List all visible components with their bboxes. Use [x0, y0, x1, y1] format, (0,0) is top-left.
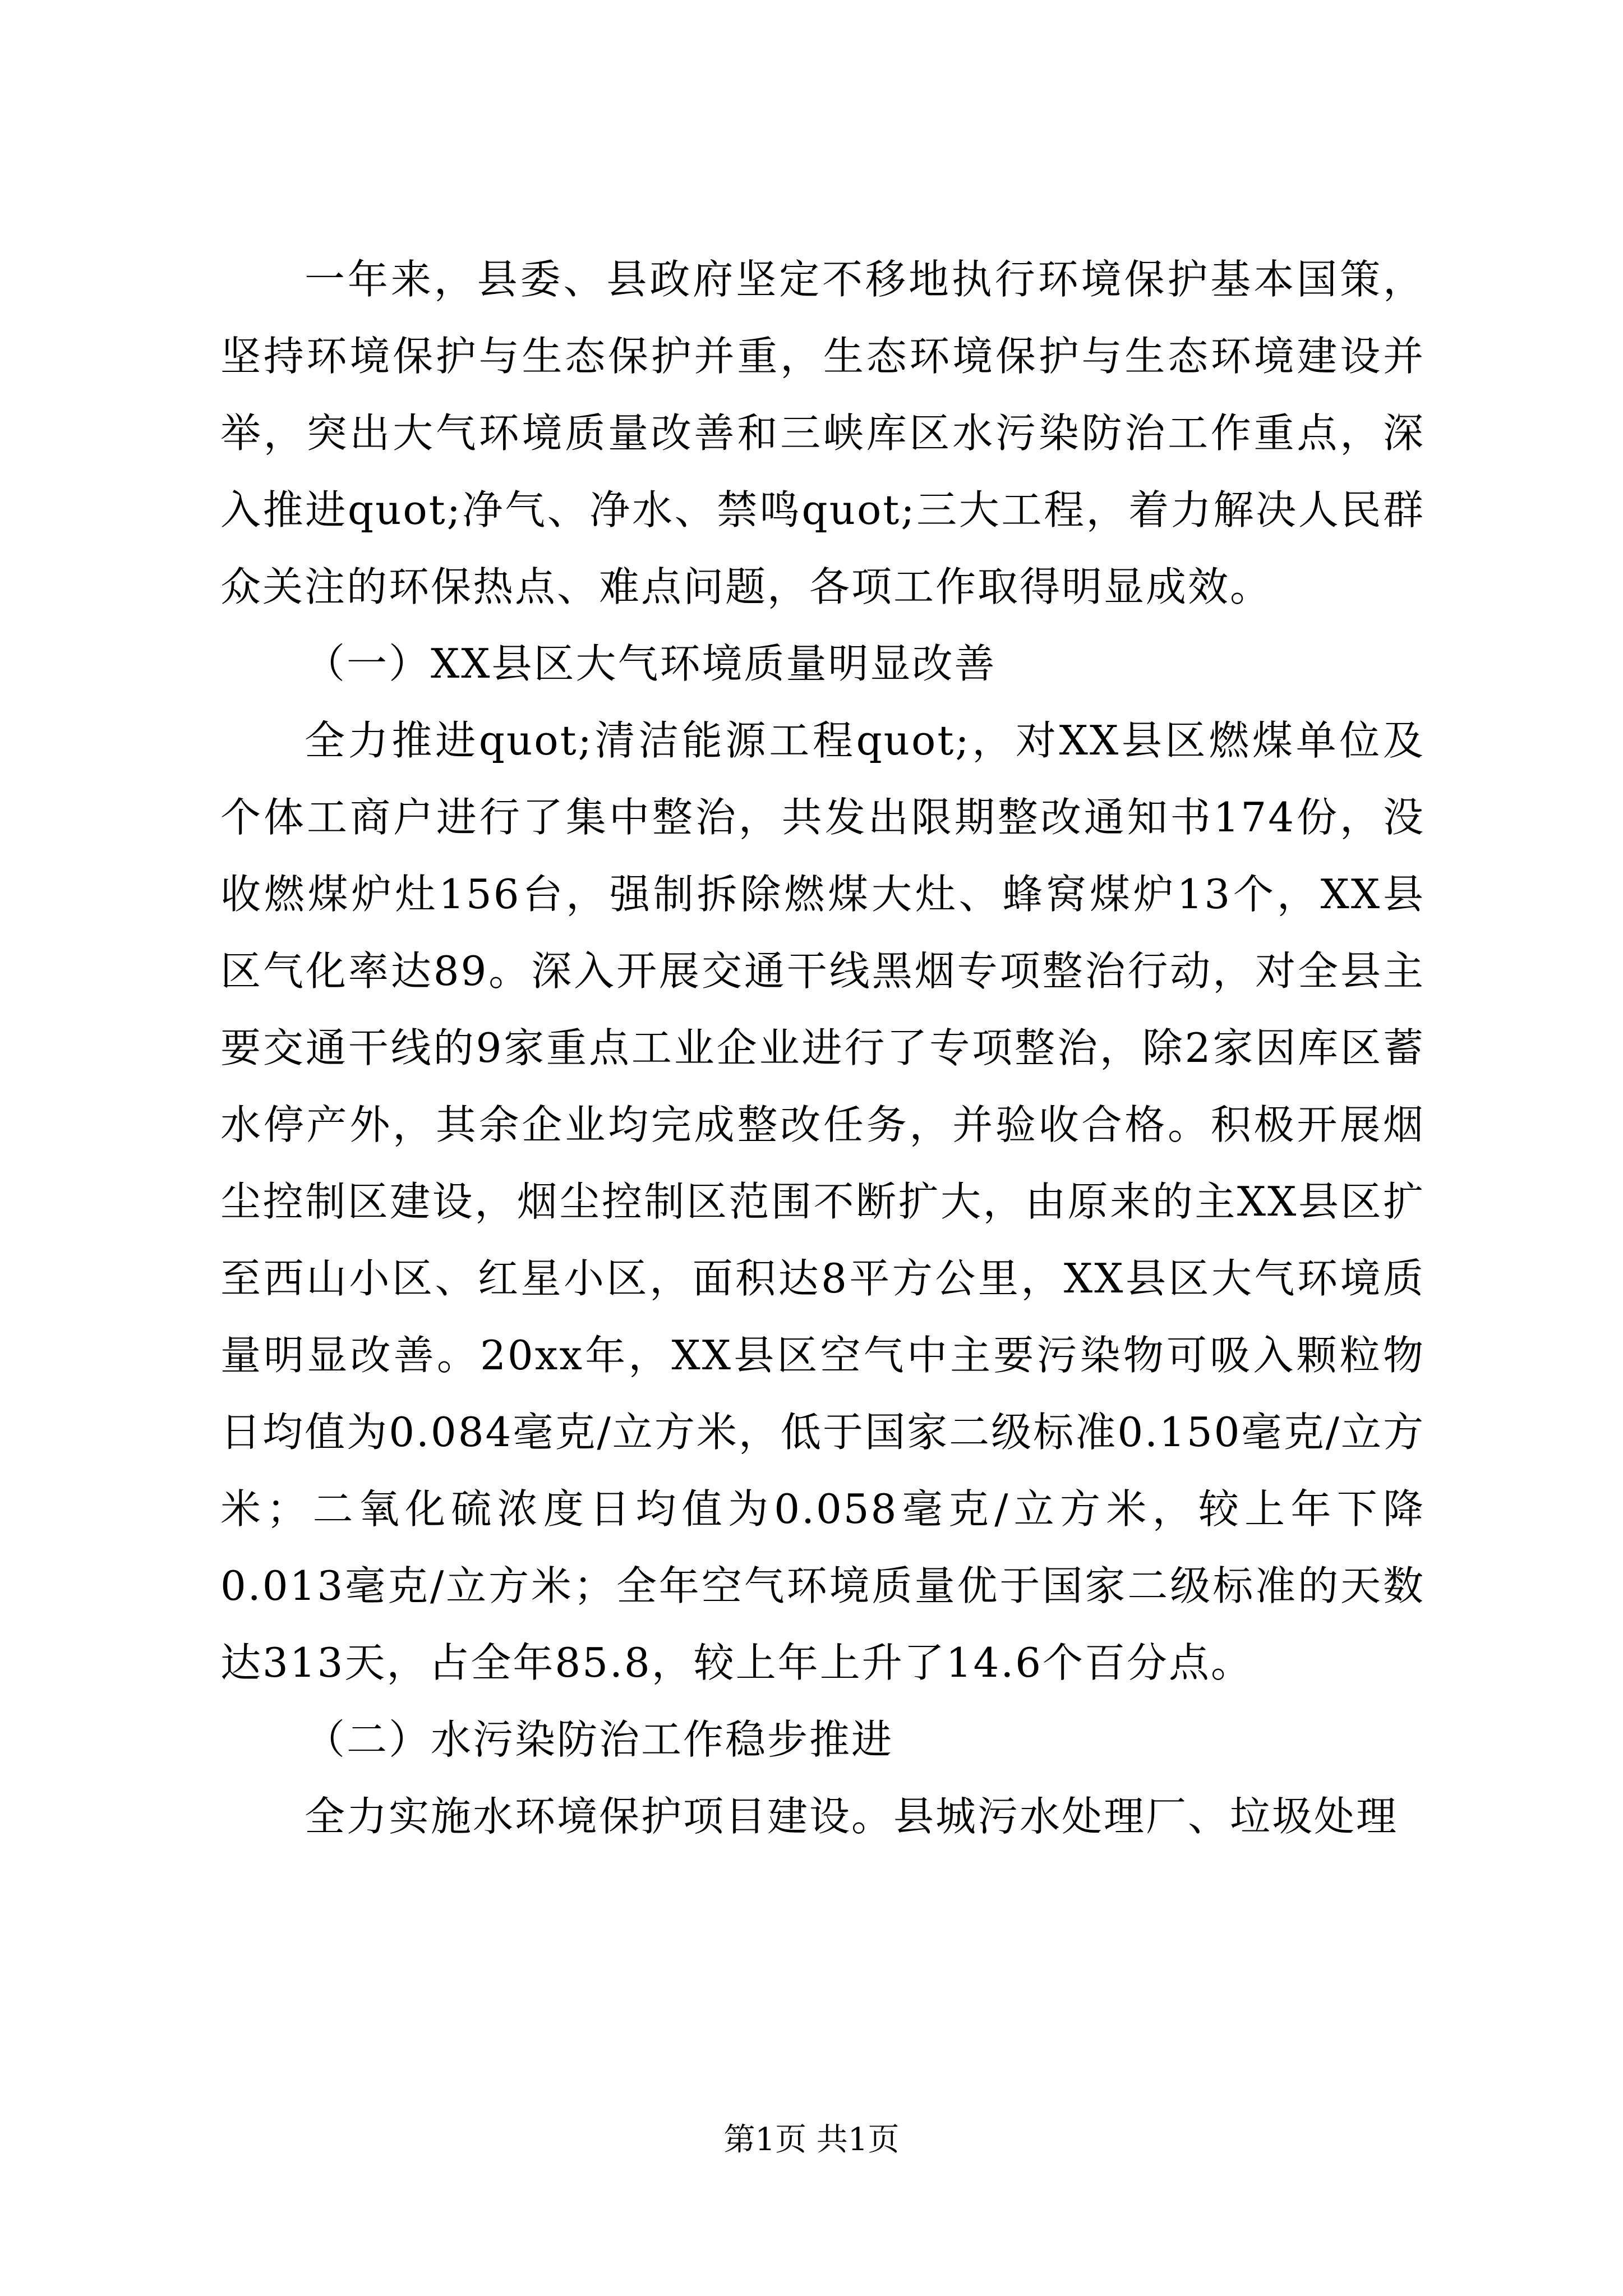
document-body: [220, 241, 1425, 1855]
section-heading-air-quality: （一）XX县区大气环境质量明显改善: [305, 640, 997, 687]
paragraph-water-pollution: 全力实施水环境保护项目建设。县城污水处理厂、垃圾处理: [305, 1793, 1399, 1840]
paragraph-intro: 一年来，县委、县政府坚定不移地执行环境保护基本国策，坚持环境保护与生态保护并重，生态环境保护与生态环境建设并举，突出大气环境质量改善和三峡库区水污染防治工作重点，深入推进quot;净气、净水、禁鸣quot;三大工程，着力解决人民群众关注的环保热点、难点问题，各项工作取得明显成效。: [220, 256, 1425, 610]
page-footer: 第1页 共1页: [723, 2122, 900, 2158]
section-heading-water-pollution: （二）水污染防治工作稳步推进: [305, 1716, 894, 1763]
paragraph-air-quality: 全力推进quot;清洁能源工程quot;，对XX县区燃煤单位及个体工商户进行了集中整治，共发出限期整改通知书174份，没收燃煤炉灶156台，强制拆除燃煤大灶、蜂窝煤炉13个，XX县区气化率达89。深入开展交通干线黑烟专项整治行动，对全县主要交通干线的9家重点工业企业进行了专项整治，除2家因库区蓄水停产外，其余企业均完成整改任务，并验收合格。积极开展烟尘控制区建设，烟尘控制区范围不断扩大，由原来的主XX县区扩至西山小区、红星小区，面积达8平方公里，XX县区大气环境质量明显改善。20xx年，XX县区空气中主要污染物可吸入颗粒物日均值为0.084毫克/立方米，低于国家二级标准0.150毫克/立方米；二氧化硫浓度日均值为0.058毫克/立方米，较上年下降0.013毫克/立方米；全年空气环境质量优于国家二级标准的天数达313天，占全年85.8，较上年上升了14.6个百分点。: [220, 717, 1425, 1686]
